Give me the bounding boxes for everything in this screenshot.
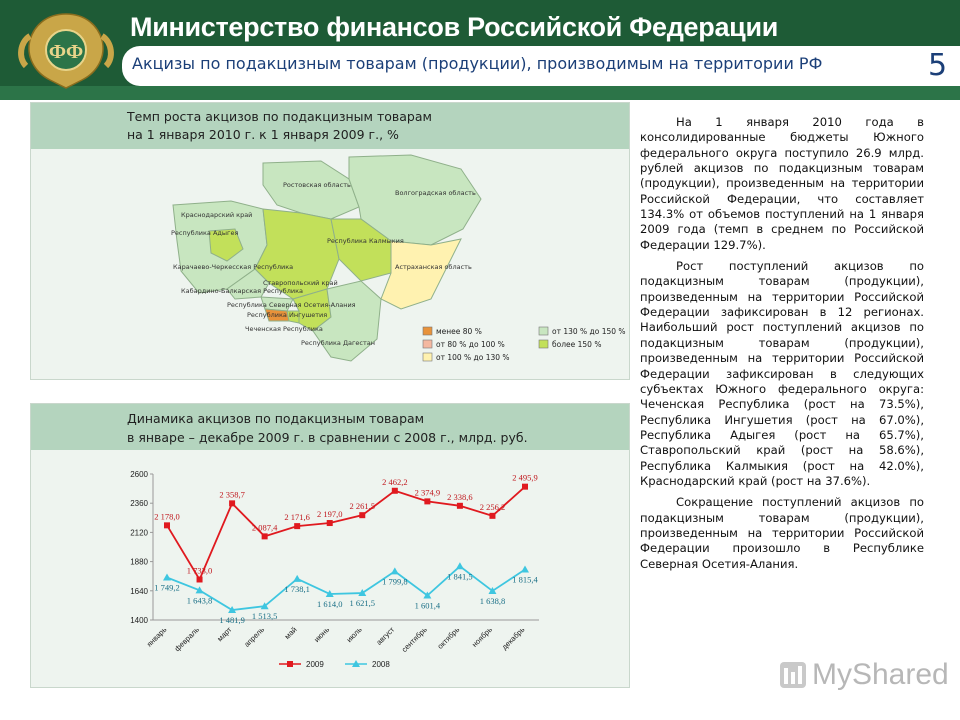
legend-swatch [423, 327, 432, 335]
data-point [456, 562, 464, 569]
body-paragraph-3: Сокращение поступлений акцизов по подакцизным товарам (продукции), произведенным на территории Российской Федерации произошло в Республике Северная Осетия-Алания. [640, 495, 924, 571]
data-point [163, 574, 171, 581]
data-point [489, 513, 495, 519]
data-point [197, 576, 203, 582]
label-dagestan: Республика Дагестан [301, 339, 376, 347]
label-osetia: Республика Северная Осетия-Алания [227, 301, 356, 309]
data-label: 2 338,6 [447, 491, 473, 502]
x-tick-label: июнь [312, 625, 332, 645]
data-label: 1 799,8 [382, 576, 408, 587]
map-title-line1: Темп роста акцизов по подакцизным товарам [127, 109, 432, 124]
x-tick-label: январь [144, 625, 169, 649]
data-label: 2 358,7 [219, 489, 245, 500]
data-label: 1 841,5 [447, 571, 473, 582]
legend-swatch [539, 327, 548, 335]
data-label: 1 601,4 [414, 600, 441, 611]
data-point [392, 488, 398, 494]
legend-swatch [423, 353, 432, 361]
data-label: 2 261,5 [349, 501, 376, 512]
x-tick-label: октябрь [435, 625, 462, 651]
legend-swatch [539, 340, 548, 348]
data-point [457, 503, 463, 509]
watermark: MyShared [812, 658, 949, 691]
legend-label: от 80 % до 100 % [436, 340, 505, 349]
data-point [229, 500, 235, 506]
body-paragraph-2: Рост поступлений акцизов по подакцизным товарам (продукции), произведенным на территории Российской Федерации зафиксирован в 12 регионах. Наибольший рост поступлений акцизов по подакцизным товарам (продукции), произведенным на территории Российской Федерации зафиксирован в следующих субъектах Южного федерального округа: Чеченская Республика (рост на 73.5%), Республика Ингушетия (рост на 67.0%), Республика Адыгея (рост на 65.7%), Ставропольский край (рост на 58.6%), Республика Калмыкия (рост на 42.0%), Краснодарский край (рост на 37.6%). [640, 259, 924, 488]
data-point [327, 520, 333, 526]
data-label: 2 171,6 [284, 512, 310, 523]
data-point [521, 565, 529, 572]
data-label: 2 462,2 [382, 476, 408, 487]
data-point [293, 575, 301, 582]
map-title-line2: на 1 января 2010 г. к 1 января 2009 г., % [127, 127, 399, 142]
data-label: 1 621,5 [349, 598, 376, 609]
data-label: 1 749,2 [154, 582, 180, 593]
label-volgograd: Волгоградская область [395, 189, 476, 197]
data-label: 2 374,9 [414, 487, 441, 498]
x-tick-label: июль [344, 625, 364, 645]
label-kbr: Кабардино-Балкарская Республика [181, 287, 303, 295]
label-astrakhan: Астраханская область [395, 263, 472, 271]
data-label: 1 481,9 [219, 615, 245, 626]
legend-label: от 100 % до 130 % [436, 353, 510, 362]
ministry-emblem-icon [16, 6, 116, 92]
data-point [391, 567, 399, 574]
data-point [359, 512, 365, 518]
data-label: 1 513,5 [251, 611, 278, 622]
data-label: 1 738,1 [284, 583, 310, 594]
label-adygea: Республика Адыгея [171, 229, 239, 237]
data-label: 2 495,9 [512, 472, 538, 483]
header-bar [0, 0, 960, 100]
data-label: 2 178,0 [154, 511, 180, 522]
y-tick-label: 2360 [130, 499, 148, 509]
data-point [164, 522, 170, 528]
legend-series-label: 2008 [372, 660, 390, 669]
excise-line-chart [31, 450, 629, 687]
page-number: 5 [928, 48, 948, 83]
map-panel [30, 102, 630, 380]
region-astrakhan [381, 239, 461, 309]
label-ingush: Республика Ингушетия [247, 311, 328, 319]
header-stripe [0, 86, 960, 100]
x-tick-label: апрель [242, 625, 267, 649]
legend-label: от 130 % до 150 % [552, 327, 626, 336]
x-tick-label: май [282, 625, 299, 641]
svg-text:ФФ: ФФ [48, 41, 84, 63]
label-kchr: Карачаево-Черкесская Республика [173, 263, 294, 271]
chart-panel [30, 403, 630, 688]
data-label: 1 815,4 [512, 574, 538, 585]
chart-panel-header [31, 404, 629, 450]
x-tick-label: сентябрь [399, 625, 429, 654]
x-tick-label: декабрь [499, 625, 527, 652]
data-point [294, 523, 300, 529]
data-label: 2 197,0 [316, 509, 343, 520]
chart-title-line1: Динамика акцизов по подакцизным товарам [127, 411, 425, 426]
data-label: 1 643,8 [186, 595, 213, 606]
legend-swatch [423, 340, 432, 348]
label-stavropol: Ставропольский край [263, 279, 338, 287]
body-text [640, 115, 924, 578]
legend-label: более 150 % [552, 340, 602, 349]
chart-title-line2: в январе – декабре 2009 г. в сравнении с 2008 г., млрд. руб. [127, 430, 528, 445]
y-tick-label: 2120 [130, 528, 148, 538]
legend-marker [287, 661, 293, 667]
map-legend [423, 327, 626, 362]
data-label: 1 614,0 [316, 598, 343, 609]
legend-series-label: 2009 [306, 660, 324, 669]
watermark-logo-icon [778, 660, 808, 690]
data-label: 2 256,2 [479, 501, 506, 512]
data-label: 2 087,4 [251, 522, 278, 533]
data-point [262, 533, 268, 539]
data-label: 1 733,0 [186, 565, 213, 576]
data-point [522, 484, 528, 490]
label-kalmykia: Республика Калмыкия [327, 237, 404, 245]
y-tick-label: 1640 [130, 586, 148, 596]
x-tick-label: ноябрь [470, 625, 494, 649]
label-krasnodar: Краснодарский край [181, 211, 253, 219]
y-tick-label: 1880 [130, 557, 148, 567]
body-paragraph-1: На 1 января 2010 года в консолидированные бюджеты Южного федерального округа поступило 26.9 млрд. рублей акцизов по подакцизным товарам (продукции), произведенным на территории Российской Федерации, что составляет 134.3% от объемов поступлений на 1 января 2009 года (темп в среднем по Российской Федерации 129.7%). [640, 115, 924, 252]
ministry-name: Министерство финансов Российской Федерации [130, 12, 779, 42]
page-title: Акцизы по подакцизным товарам (продукции), производимым на территории РФ [132, 54, 823, 73]
data-point [424, 498, 430, 504]
x-tick-label: август [374, 625, 397, 647]
x-tick-label: февраль [172, 625, 201, 654]
y-tick-label: 2600 [130, 470, 148, 479]
map-panel-header [31, 103, 629, 149]
data-label: 1 638,8 [479, 595, 506, 606]
label-rostov: Ростовская область [283, 181, 351, 189]
x-tick-label: март [215, 625, 234, 644]
legend-label: менее 80 % [436, 327, 482, 336]
y-tick-label: 1400 [130, 616, 148, 625]
label-chechnya: Чеченская Республика [245, 325, 323, 333]
south-federal-district-map [31, 149, 629, 379]
